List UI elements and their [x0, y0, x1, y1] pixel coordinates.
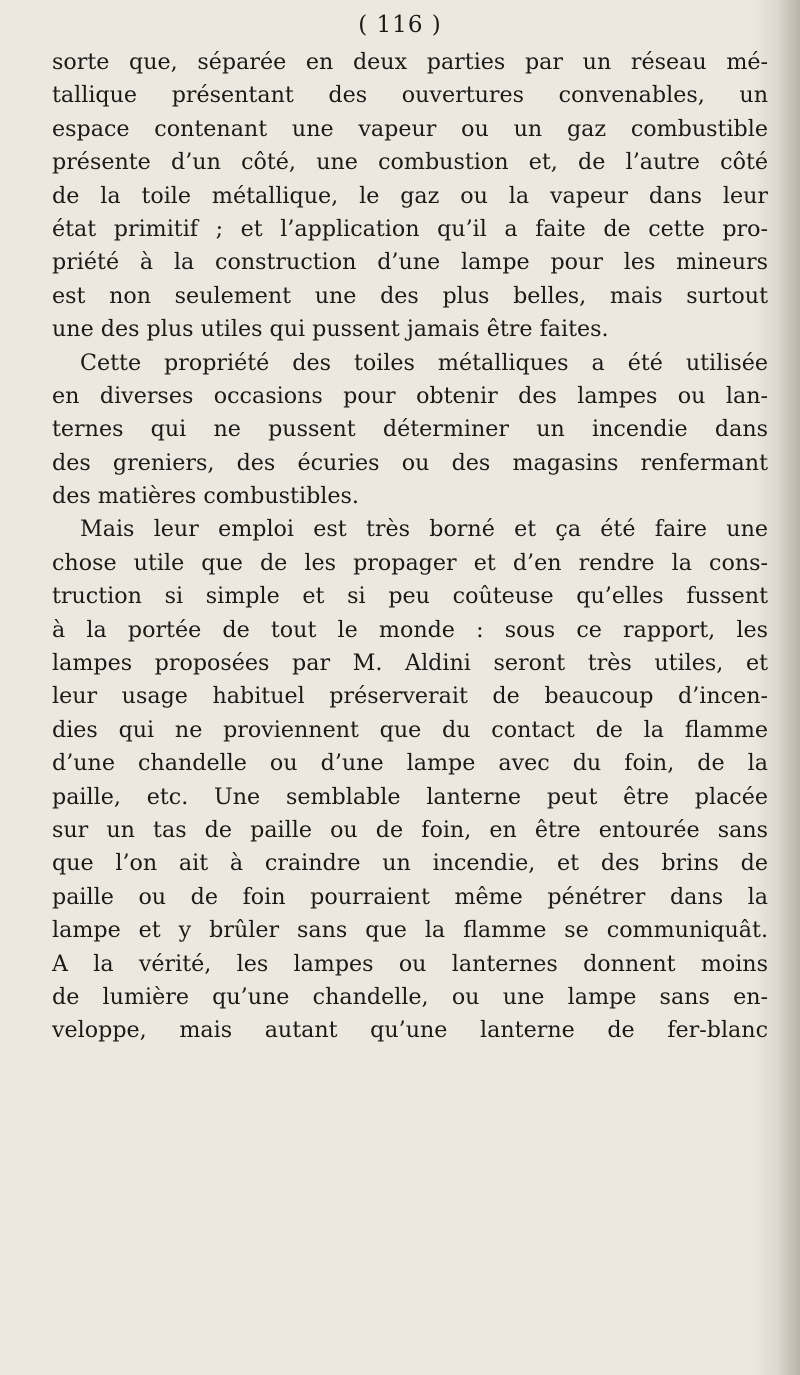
text-line: à la portée de tout le monde : sous ce rapport, les — [52, 616, 768, 643]
text-line: chose utile que de les propager et d’en rendre la cons- — [52, 549, 768, 576]
text-line: sur un tas de paille ou de foin, en être entourée sans — [52, 816, 768, 843]
text-line: lampes proposées par M. Aldini seront très utiles, et — [52, 650, 768, 677]
text-line: des matières combustibles. — [52, 483, 359, 510]
page-number: ( 116 ) — [358, 12, 442, 38]
text-line: état primitif ; et l’application qu’il a faite de cette pro- — [52, 215, 768, 242]
text-line: Cette propriété des toiles métalliques a été utilisée — [80, 349, 768, 376]
text-line: Mais leur emploi est très borné et ça été faire une — [80, 516, 768, 543]
text-line: paille, etc. Une semblable lanterne peut être placée — [52, 783, 768, 810]
text-line: présente d’un côté, une combustion et, de l’autre côté — [52, 149, 768, 176]
text-line: de lumière qu’une chandelle, ou une lampe sans en- — [52, 983, 768, 1010]
text-line: tallique présentant des ouvertures convenables, un — [52, 82, 768, 109]
text-line: en diverses occasions pour obtenir des lampes ou lan- — [52, 382, 768, 409]
text-line: ternes qui ne pussent déterminer un incendie dans — [52, 416, 768, 443]
page-edge-shadow — [778, 0, 800, 1375]
text-line: des greniers, des écuries ou des magasins renfermant — [52, 449, 768, 476]
text-line: est non seulement une des plus belles, mais surtout — [52, 282, 768, 309]
body-text — [52, 46, 768, 1048]
text-line: A la vérité, les lampes ou lanternes donnent moins — [52, 950, 768, 977]
text-line: veloppe, mais autant qu’une lanterne de fer-blanc — [52, 1017, 768, 1044]
text-line: d’une chandelle ou d’une lampe avec du foin, de la — [52, 750, 768, 777]
text-line: que l’on ait à craindre un incendie, et des brins de — [52, 850, 768, 877]
text-line: priété à la construction d’une lampe pour les mineurs — [52, 249, 768, 276]
text-line: truction si simple et si peu coûteuse qu’elles fussent — [52, 583, 768, 610]
text-line: espace contenant une vapeur ou un gaz combustible — [52, 115, 768, 142]
text-line: leur usage habituel préserverait de beaucoup d’incen- — [52, 683, 768, 710]
text-line: sorte que, séparée en deux parties par un réseau mé- — [52, 49, 768, 75]
text-line: une des plus utiles qui pussent jamais être faites. — [52, 316, 609, 343]
text-line: dies qui ne proviennent que du contact de la flamme — [52, 716, 768, 743]
text-line: lampe et y brûler sans que la flamme se communiquât. — [52, 917, 768, 944]
text-line: paille ou de foin pourraient même pénétrer dans la — [52, 883, 768, 910]
text-line: de la toile métallique, le gaz ou la vapeur dans leur — [52, 182, 768, 209]
